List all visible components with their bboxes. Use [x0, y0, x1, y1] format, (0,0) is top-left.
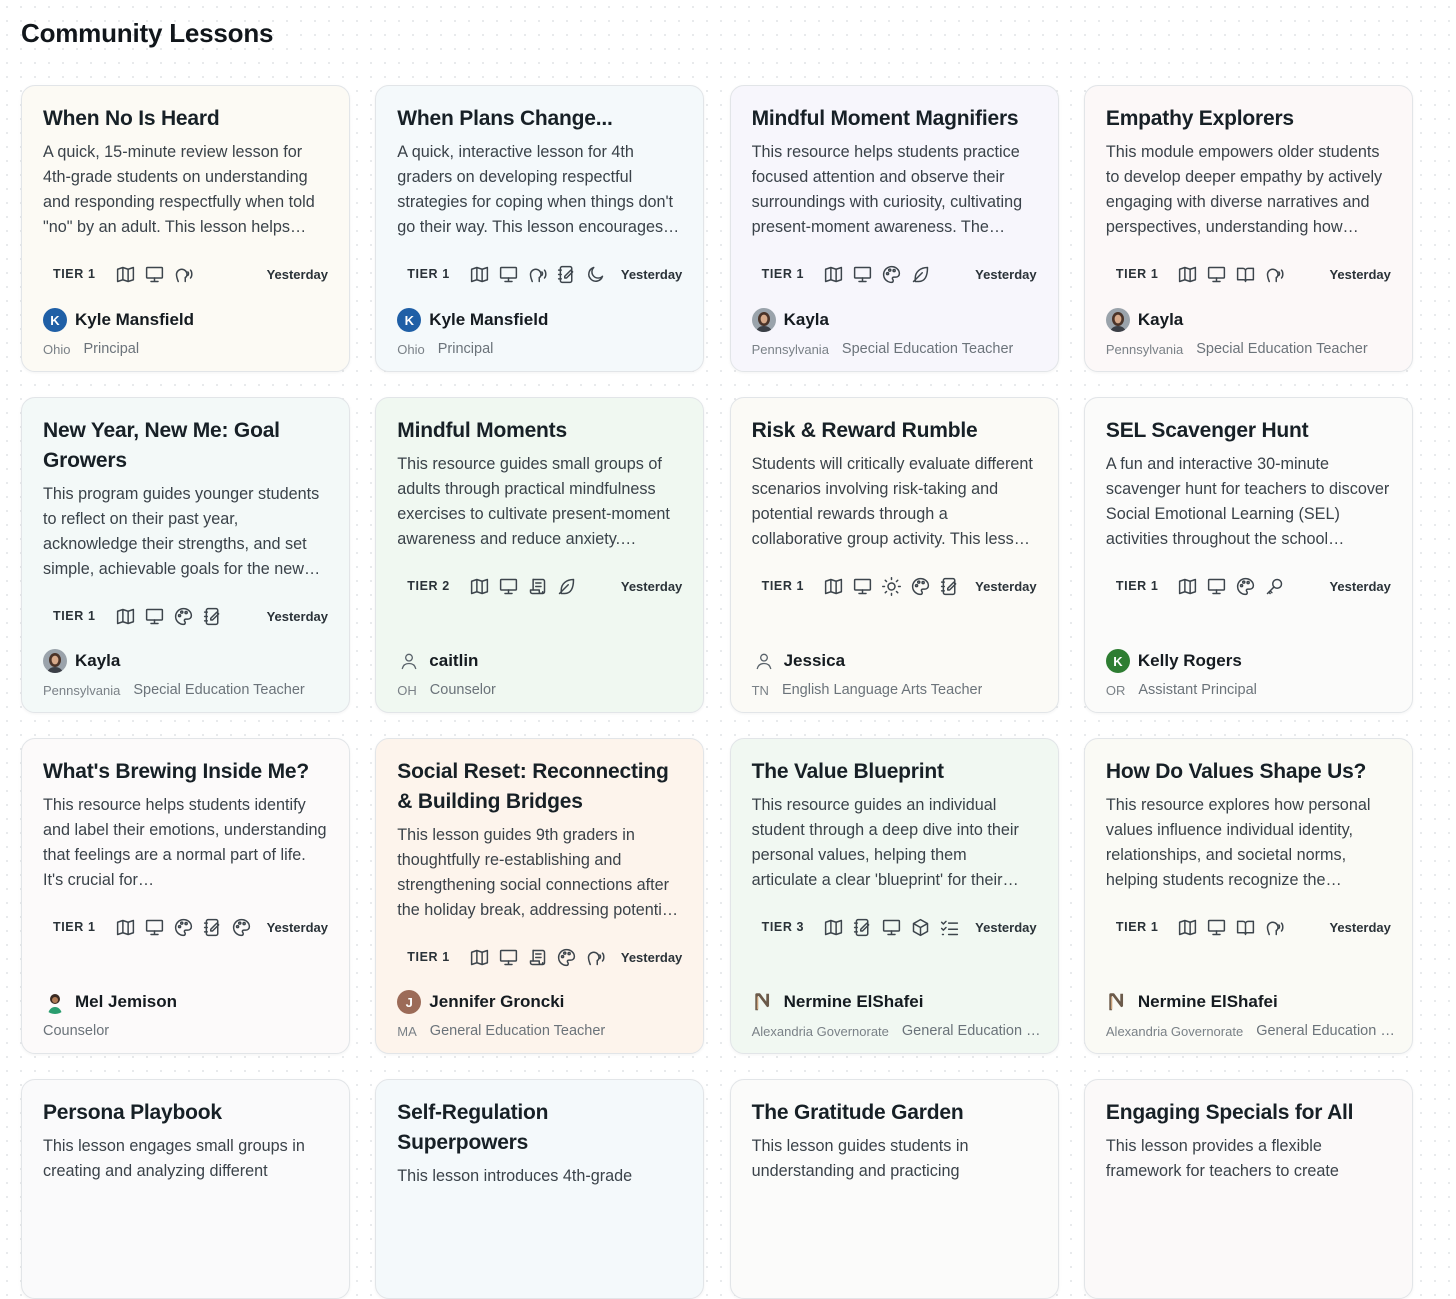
lesson-date: Yesterday: [1329, 919, 1391, 935]
presentation-icon: [852, 264, 873, 285]
author-name[interactable]: caitlin: [429, 651, 479, 670]
activity-icons: [469, 262, 613, 286]
lesson-description: This resource helps students practice focused attention and observe their surroundings with curiosity, cultivating present-moment awareness. The…: [751, 143, 1023, 236]
avatar: K: [1106, 649, 1130, 673]
lesson-date: Yesterday: [620, 949, 683, 965]
palette-icon: [231, 917, 252, 938]
palette-icon: [881, 264, 902, 285]
author-role: Counselor: [429, 682, 496, 698]
activity-icons: [823, 262, 967, 286]
author[interactable]: [43, 990, 333, 1014]
map-icon: [823, 264, 844, 285]
lesson-description: This resource guides an individual student through a deep dive into their personal values, helping them articulate a clear 'blueprint' for their…: [751, 796, 1019, 889]
author-location: Pennsylvania: [43, 682, 121, 698]
scroll-icon: [527, 947, 548, 968]
lesson-card[interactable]: [375, 738, 704, 1054]
lesson-title[interactable]: New Year, New Me: Goal Growers: [43, 419, 280, 472]
presentation-icon: [144, 264, 165, 285]
book-icon: [1235, 264, 1256, 285]
lesson-meta: [1106, 573, 1391, 599]
feather-icon: [910, 264, 931, 285]
author-name[interactable]: Kayla: [75, 651, 121, 670]
lesson-description: A quick, interactive lesson for 4th graders on developing respectful strategies for coping when things don't go their way. This lesson encourages…: [397, 143, 680, 236]
journal-icon: [939, 576, 960, 597]
author[interactable]: [752, 649, 1042, 673]
lesson-meta: [752, 573, 1037, 599]
avatar: [43, 990, 67, 1014]
author-location: Alexandria Governorate: [751, 1023, 889, 1039]
presentation-icon: [852, 576, 873, 597]
author-name[interactable]: Jessica: [783, 651, 846, 670]
map-icon: [469, 264, 490, 285]
lesson-date: Yesterday: [1329, 578, 1391, 594]
scroll-icon: [527, 576, 548, 597]
lesson-date: Yesterday: [620, 578, 683, 594]
activity-icons: [115, 262, 259, 286]
lesson-description: This lesson guides 9th graders in thoughtfully re-establishing and strengthening social connections after the holiday break, addressing potenti…: [397, 826, 679, 919]
lesson-meta: [1106, 914, 1391, 940]
lesson-card[interactable]: [21, 1079, 350, 1299]
lesson-title[interactable]: The Gratitude Garden: [751, 1101, 964, 1124]
journal-icon: [202, 606, 223, 627]
lesson-description: This lesson introduces 4th-grade: [397, 1167, 633, 1185]
tier-badge: TIER 1: [1106, 575, 1169, 597]
lesson-card[interactable]: [1084, 397, 1413, 713]
author-role: Assistant Principal: [1138, 682, 1257, 698]
lesson-date: Yesterday: [1329, 266, 1391, 282]
avatar: J: [397, 990, 421, 1014]
sun-icon: [881, 576, 902, 597]
author-details: [43, 1023, 333, 1039]
lesson-meta: [397, 573, 682, 599]
lesson-card[interactable]: [1084, 738, 1413, 1054]
lesson-card[interactable]: [730, 738, 1059, 1054]
lesson-description: Students will critically evaluate different scenarios involving risk-taking and potential rewards through a collaborative group activity. This less…: [751, 455, 1033, 548]
lesson-card[interactable]: [375, 85, 704, 372]
speaking-icon: [173, 264, 194, 285]
presentation-icon: [144, 917, 165, 938]
journal-icon: [202, 917, 223, 938]
lesson-grid: [21, 85, 1414, 1299]
author-location: TN: [751, 682, 769, 698]
palette-icon: [1235, 576, 1256, 597]
lesson-card[interactable]: [1084, 85, 1413, 372]
author-details: [752, 341, 1042, 357]
avatar: [1106, 308, 1130, 332]
tier-badge: TIER 1: [752, 263, 815, 285]
lesson-card[interactable]: [730, 397, 1059, 713]
map-icon: [469, 947, 490, 968]
tier-badge: TIER 1: [1106, 263, 1169, 285]
lesson-date: Yesterday: [975, 919, 1037, 935]
avatar: [752, 308, 776, 332]
lesson-title[interactable]: SEL Scavenger Hunt: [1105, 419, 1309, 442]
lesson-title[interactable]: Engaging Specials for All: [1105, 1101, 1354, 1124]
user-icon: [752, 649, 776, 673]
activity-icons: [1177, 915, 1321, 939]
author-name[interactable]: Nermine ElShafei: [1137, 992, 1278, 1011]
lesson-meta: [43, 261, 328, 287]
feather-icon: [556, 576, 577, 597]
author[interactable]: [43, 308, 333, 332]
author-details: [1106, 682, 1396, 698]
author[interactable]: [397, 990, 687, 1014]
tier-badge: TIER 1: [397, 946, 460, 968]
author-role: Principal: [83, 341, 140, 357]
book-icon: [1235, 917, 1256, 938]
activity-icons: [469, 574, 613, 598]
lesson-title[interactable]: Self-Regulation Superpowers: [397, 1101, 549, 1154]
author-name[interactable]: Kyle Mansfield: [75, 310, 195, 329]
author-details: [752, 682, 1042, 698]
author-location: Ohio: [397, 341, 425, 357]
author-location: MA: [397, 1023, 417, 1039]
lesson-description: This resource guides small groups of adults through practical mindfulness exercises to cultivate present-moment awareness and reduce anxiety.…: [397, 455, 670, 548]
author-details: [397, 1023, 687, 1039]
tier-badge: TIER 3: [752, 916, 815, 938]
avatar: [752, 990, 776, 1014]
presentation-icon: [1206, 576, 1227, 597]
lesson-title[interactable]: Empathy Explorers: [1105, 107, 1294, 130]
lesson-title[interactable]: Social Reset: Reconnecting & Building Bridges: [397, 760, 669, 813]
map-icon: [1177, 264, 1198, 285]
lesson-title[interactable]: Mindful Moments: [397, 419, 567, 442]
lesson-date: Yesterday: [975, 266, 1037, 282]
author-details: [43, 682, 333, 698]
author-role: General Education …: [901, 1023, 1041, 1039]
author-location: OH: [397, 682, 417, 698]
lesson-meta: [397, 261, 682, 287]
lesson-meta: [1106, 261, 1391, 287]
lesson-meta: [397, 944, 682, 970]
author-location: Pennsylvania: [751, 341, 829, 357]
author-details: [752, 1023, 1042, 1039]
map-icon: [115, 917, 136, 938]
activity-icons: [1177, 262, 1321, 286]
page-title: Community Lessons: [21, 18, 274, 48]
lesson-card[interactable]: [1084, 1079, 1413, 1299]
presentation-icon: [498, 264, 519, 285]
activity-icons: [115, 915, 259, 939]
tier-badge: TIER 1: [43, 916, 106, 938]
author-location: OR: [1105, 682, 1126, 698]
palette-icon: [173, 917, 194, 938]
activity-icons: [823, 915, 967, 939]
tier-badge: TIER 2: [397, 575, 460, 597]
author-details: [1106, 341, 1396, 357]
lesson-date: Yesterday: [266, 919, 328, 935]
lesson-description: This resource explores how personal values influence individual identity, relationships, and societal norms, helping students recognize the…: [1105, 796, 1371, 889]
lesson-card[interactable]: [21, 738, 350, 1054]
lesson-card[interactable]: [21, 85, 350, 372]
lesson-card[interactable]: [375, 1079, 704, 1299]
map-icon: [115, 264, 136, 285]
activity-icons: [115, 604, 259, 628]
tier-badge: TIER 1: [752, 575, 815, 597]
journal-icon: [852, 917, 873, 938]
author-name[interactable]: Nermine ElShafei: [783, 992, 924, 1011]
author[interactable]: [43, 649, 333, 673]
activity-icons: [469, 945, 613, 969]
author-details: [397, 341, 687, 357]
lesson-title[interactable]: When Plans Change...: [397, 107, 613, 130]
author[interactable]: [397, 649, 687, 673]
lesson-title[interactable]: When No Is Heard: [43, 107, 220, 130]
speaking-icon: [527, 264, 548, 285]
author[interactable]: [1106, 649, 1396, 673]
lesson-title[interactable]: The Value Blueprint: [751, 760, 944, 783]
map-icon: [1177, 576, 1198, 597]
palette-icon: [173, 606, 194, 627]
cube-icon: [910, 917, 931, 938]
lesson-title[interactable]: Mindful Moment Magnifiers: [751, 107, 1019, 130]
lesson-description: A quick, 15-minute review lesson for 4th-grade students on understanding and responding respectfully when told "no" by an adult. This lesson helps…: [43, 143, 315, 236]
lesson-card[interactable]: [730, 85, 1059, 372]
lesson-card[interactable]: [730, 1079, 1059, 1299]
palette-icon: [556, 947, 577, 968]
author[interactable]: [1106, 308, 1396, 332]
author-name[interactable]: Kayla: [1137, 310, 1184, 329]
lesson-meta: [43, 914, 328, 940]
lesson-description: This lesson provides a flexible framework for teachers to create: [1105, 1137, 1339, 1180]
palette-icon: [910, 576, 931, 597]
user-icon: [397, 649, 421, 673]
author-name[interactable]: Kayla: [783, 310, 829, 329]
lesson-description: This module empowers older students to develop deeper empathy by actively engaging with diverse narratives and perspectives, understanding how…: [1105, 143, 1383, 236]
activity-icons: [823, 574, 967, 598]
lesson-description: This lesson engages small groups in creating and analyzing different: [43, 1137, 305, 1180]
tier-badge: TIER 1: [397, 263, 460, 285]
activity-icons: [1177, 574, 1321, 598]
presentation-icon: [1206, 917, 1227, 938]
author-role: Special Education Teacher: [1196, 341, 1368, 357]
lesson-description: A fun and interactive 30-minute scavenger hunt for teachers to discover Social Emotional Learning (SEL) activities throughout the school…: [1105, 455, 1390, 548]
author[interactable]: [397, 308, 687, 332]
speaking-icon: [1264, 917, 1285, 938]
author-role: General Education …: [1256, 1023, 1395, 1039]
map-icon: [1177, 917, 1198, 938]
author-details: [397, 682, 687, 698]
author-role: General Education Teacher: [429, 1023, 606, 1039]
author[interactable]: [752, 308, 1042, 332]
author-name[interactable]: Kyle Mansfield: [429, 310, 549, 329]
avatar: K: [397, 308, 421, 332]
lesson-date: Yesterday: [266, 266, 328, 282]
author-location: Ohio: [43, 341, 71, 357]
lesson-description: This program guides younger students to reflect on their past year, acknowledge their strengths, and set simple, achievable goals for the new…: [43, 485, 321, 578]
tier-badge: TIER 1: [1106, 916, 1169, 938]
presentation-icon: [498, 947, 519, 968]
speaking-icon: [1264, 264, 1285, 285]
presentation-icon: [144, 606, 165, 627]
lesson-card[interactable]: [21, 397, 350, 713]
author-name[interactable]: Mel Jemison: [75, 992, 178, 1011]
author-details: [43, 341, 333, 357]
lesson-date: Yesterday: [620, 266, 683, 282]
avatar: K: [43, 308, 67, 332]
author-name[interactable]: Kelly Rogers: [1137, 651, 1242, 670]
avatar: [1106, 990, 1130, 1014]
tier-badge: TIER 1: [43, 263, 106, 285]
lesson-title[interactable]: Persona Playbook: [43, 1101, 222, 1124]
lesson-title[interactable]: What's Brewing Inside Me?: [43, 760, 310, 783]
lesson-title[interactable]: Risk & Reward Rumble: [751, 419, 978, 442]
lesson-meta: [43, 603, 328, 629]
lesson-card[interactable]: [375, 397, 704, 713]
lesson-title[interactable]: How Do Values Shape Us?: [1105, 760, 1367, 783]
lesson-date: Yesterday: [266, 608, 328, 624]
presentation-icon: [498, 576, 519, 597]
lesson-description: This resource helps students identify and label their emotions, understanding that feelings are a normal part of life. It's crucial for…: [43, 796, 327, 889]
author-name[interactable]: Jennifer Groncki: [429, 992, 565, 1011]
moon-icon: [585, 264, 606, 285]
author-details: [1106, 1023, 1396, 1039]
map-icon: [469, 576, 490, 597]
author-role: Principal: [437, 341, 494, 357]
avatar: [43, 649, 67, 673]
lesson-date: Yesterday: [975, 578, 1037, 594]
author-role: English Language Arts Teacher: [781, 682, 983, 698]
lesson-description: This lesson guides students in understanding and practicing: [751, 1137, 969, 1180]
lesson-meta: [752, 914, 1037, 940]
author-location: Alexandria Governorate: [1105, 1023, 1244, 1039]
journal-icon: [556, 264, 577, 285]
map-icon: [115, 606, 136, 627]
map-icon: [823, 576, 844, 597]
map-icon: [823, 917, 844, 938]
presentation-icon: [1206, 264, 1227, 285]
presentation-icon: [881, 917, 902, 938]
author[interactable]: [752, 990, 1042, 1014]
speaking-icon: [585, 947, 606, 968]
author-location: Pennsylvania: [1105, 341, 1184, 357]
author-role: Special Education Teacher: [133, 682, 305, 698]
author-role: Special Education Teacher: [841, 341, 1014, 357]
tier-badge: TIER 1: [43, 605, 106, 627]
key-icon: [1264, 576, 1285, 597]
author-role: Counselor: [43, 1023, 110, 1039]
author[interactable]: [1106, 990, 1396, 1014]
checklist-icon: [939, 917, 960, 938]
lesson-meta: [752, 261, 1037, 287]
